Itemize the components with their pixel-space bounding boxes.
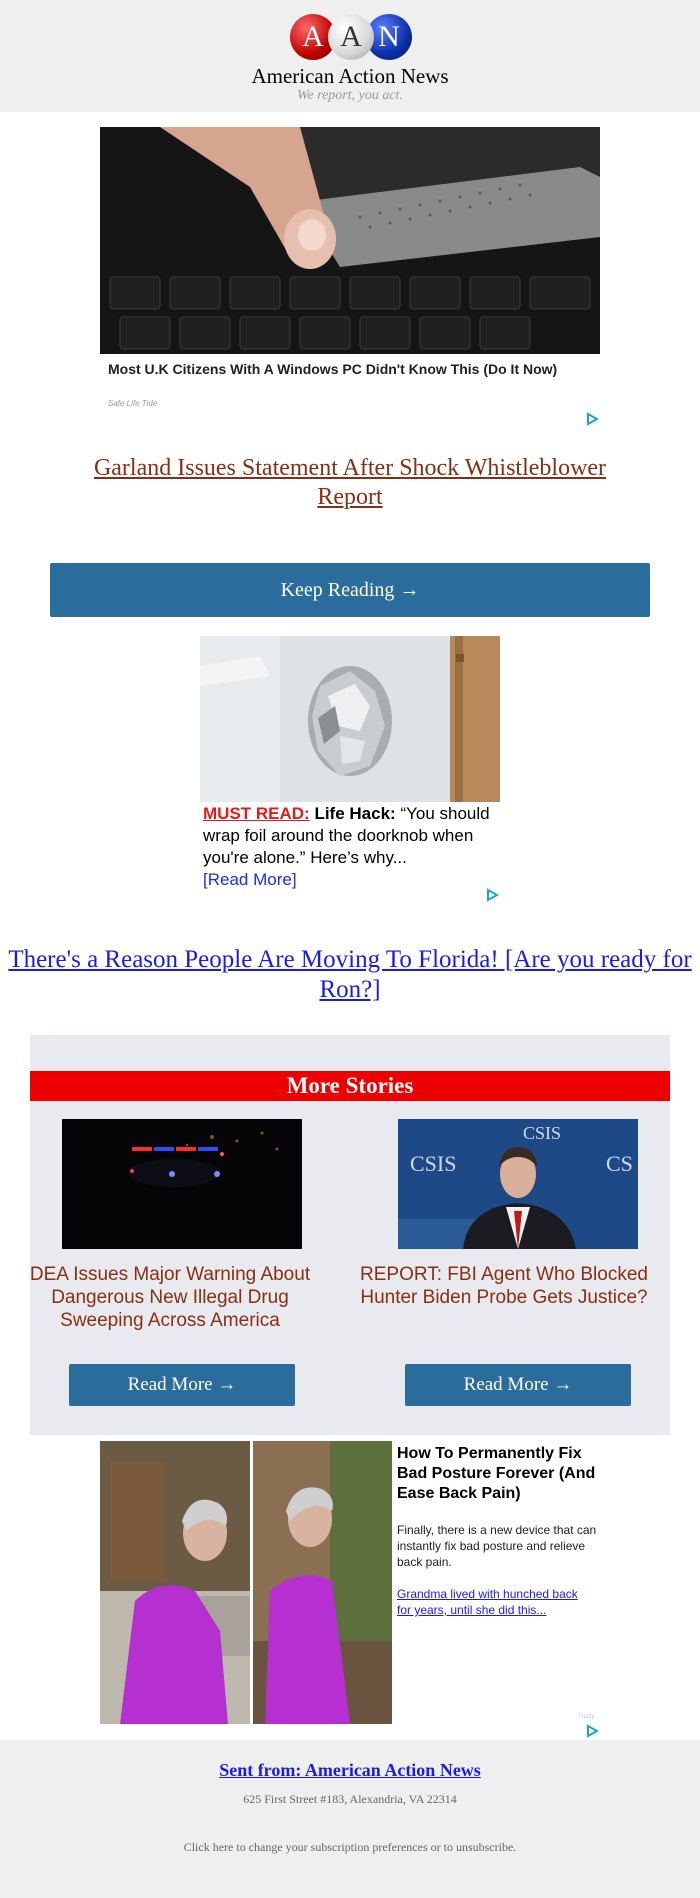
svg-text:CS: CS: [606, 1151, 633, 1176]
ad3-title[interactable]: How To Permanently Fix Bad Posture Forever (And Ease Back Pain): [397, 1445, 596, 1502]
more-stories-section: [30, 1035, 670, 1435]
ad3-link[interactable]: Grandma lived with hunched back for years, until she did this...: [397, 1587, 578, 1617]
logo-letter-n: N: [366, 14, 412, 60]
ad3-body: Finally, there is a new device that can instantly fix bad posture and relieve back pain.: [397, 1523, 597, 1569]
ad1-caption[interactable]: Most U.K Citizens With A Windows PC Didn't Know This (Do It Now): [108, 361, 558, 377]
story-csis-image[interactable]: [398, 1119, 638, 1249]
footer-address: 625 First Street #183, Alexandria, VA 22314: [243, 1792, 457, 1806]
adchoices-icon[interactable]: [585, 1724, 599, 1738]
story-read-more-button[interactable]: Read More →: [405, 1364, 631, 1406]
adchoices-icon[interactable]: [585, 412, 599, 426]
ad-foil-doorknob-image[interactable]: [200, 636, 500, 802]
ad2-read-more-link[interactable]: [Read More]: [203, 870, 297, 889]
ad2-body: “You should wrap foil around the doorknob when you're alone.” Here’s why...: [203, 804, 490, 867]
florida-promo-link[interactable]: There's a Reason People Are Moving To Florida! [Are you ready for Ron?]: [8, 946, 692, 1003]
svg-text:CSIS: CSIS: [410, 1151, 457, 1176]
tagline: We report, you act.: [297, 88, 403, 103]
email-header: [0, 0, 700, 112]
main-headline-link[interactable]: Garland Issues Statement After Shock Whistleblower Report: [93, 455, 607, 510]
brand-name: American Action News: [251, 64, 449, 88]
sent-from-link[interactable]: Sent from: American Action News: [219, 1760, 481, 1780]
ad3-source: Trusty: [578, 1714, 595, 1720]
story-police-image[interactable]: [62, 1119, 302, 1249]
aan-logo[interactable]: [290, 14, 412, 62]
logo-letter-a1: A: [290, 14, 336, 60]
more-stories-title: More Stories: [30, 1071, 670, 1101]
keep-reading-button[interactable]: Keep Reading →: [50, 563, 650, 617]
story-read-more-button[interactable]: Read More →: [69, 1364, 295, 1406]
svg-text:CSIS: CSIS: [523, 1123, 562, 1143]
life-hack-label: Life Hack:: [314, 804, 396, 823]
ad2-text[interactable]: [203, 803, 503, 891]
story-title-link[interactable]: DEA Issues Major Warning About Dangerous New Illegal Drug Sweeping Across America: [29, 1264, 311, 1331]
adchoices-icon[interactable]: [485, 888, 499, 902]
ad1-source: Safe Life Tide: [108, 399, 158, 408]
ad-posture-image[interactable]: [100, 1441, 392, 1724]
unsubscribe-link[interactable]: Click here to change your subscription preferences or to unsubscribe.: [183, 1840, 517, 1854]
ad-laptop-image[interactable]: [100, 127, 600, 354]
email-footer: [0, 1740, 700, 1898]
logo-letter-a2: A: [328, 14, 374, 60]
story-title-link[interactable]: REPORT: FBI Agent Who Blocked Hunter Biden Probe Gets Justice?: [360, 1264, 648, 1308]
must-read-label: MUST READ:: [203, 804, 310, 823]
